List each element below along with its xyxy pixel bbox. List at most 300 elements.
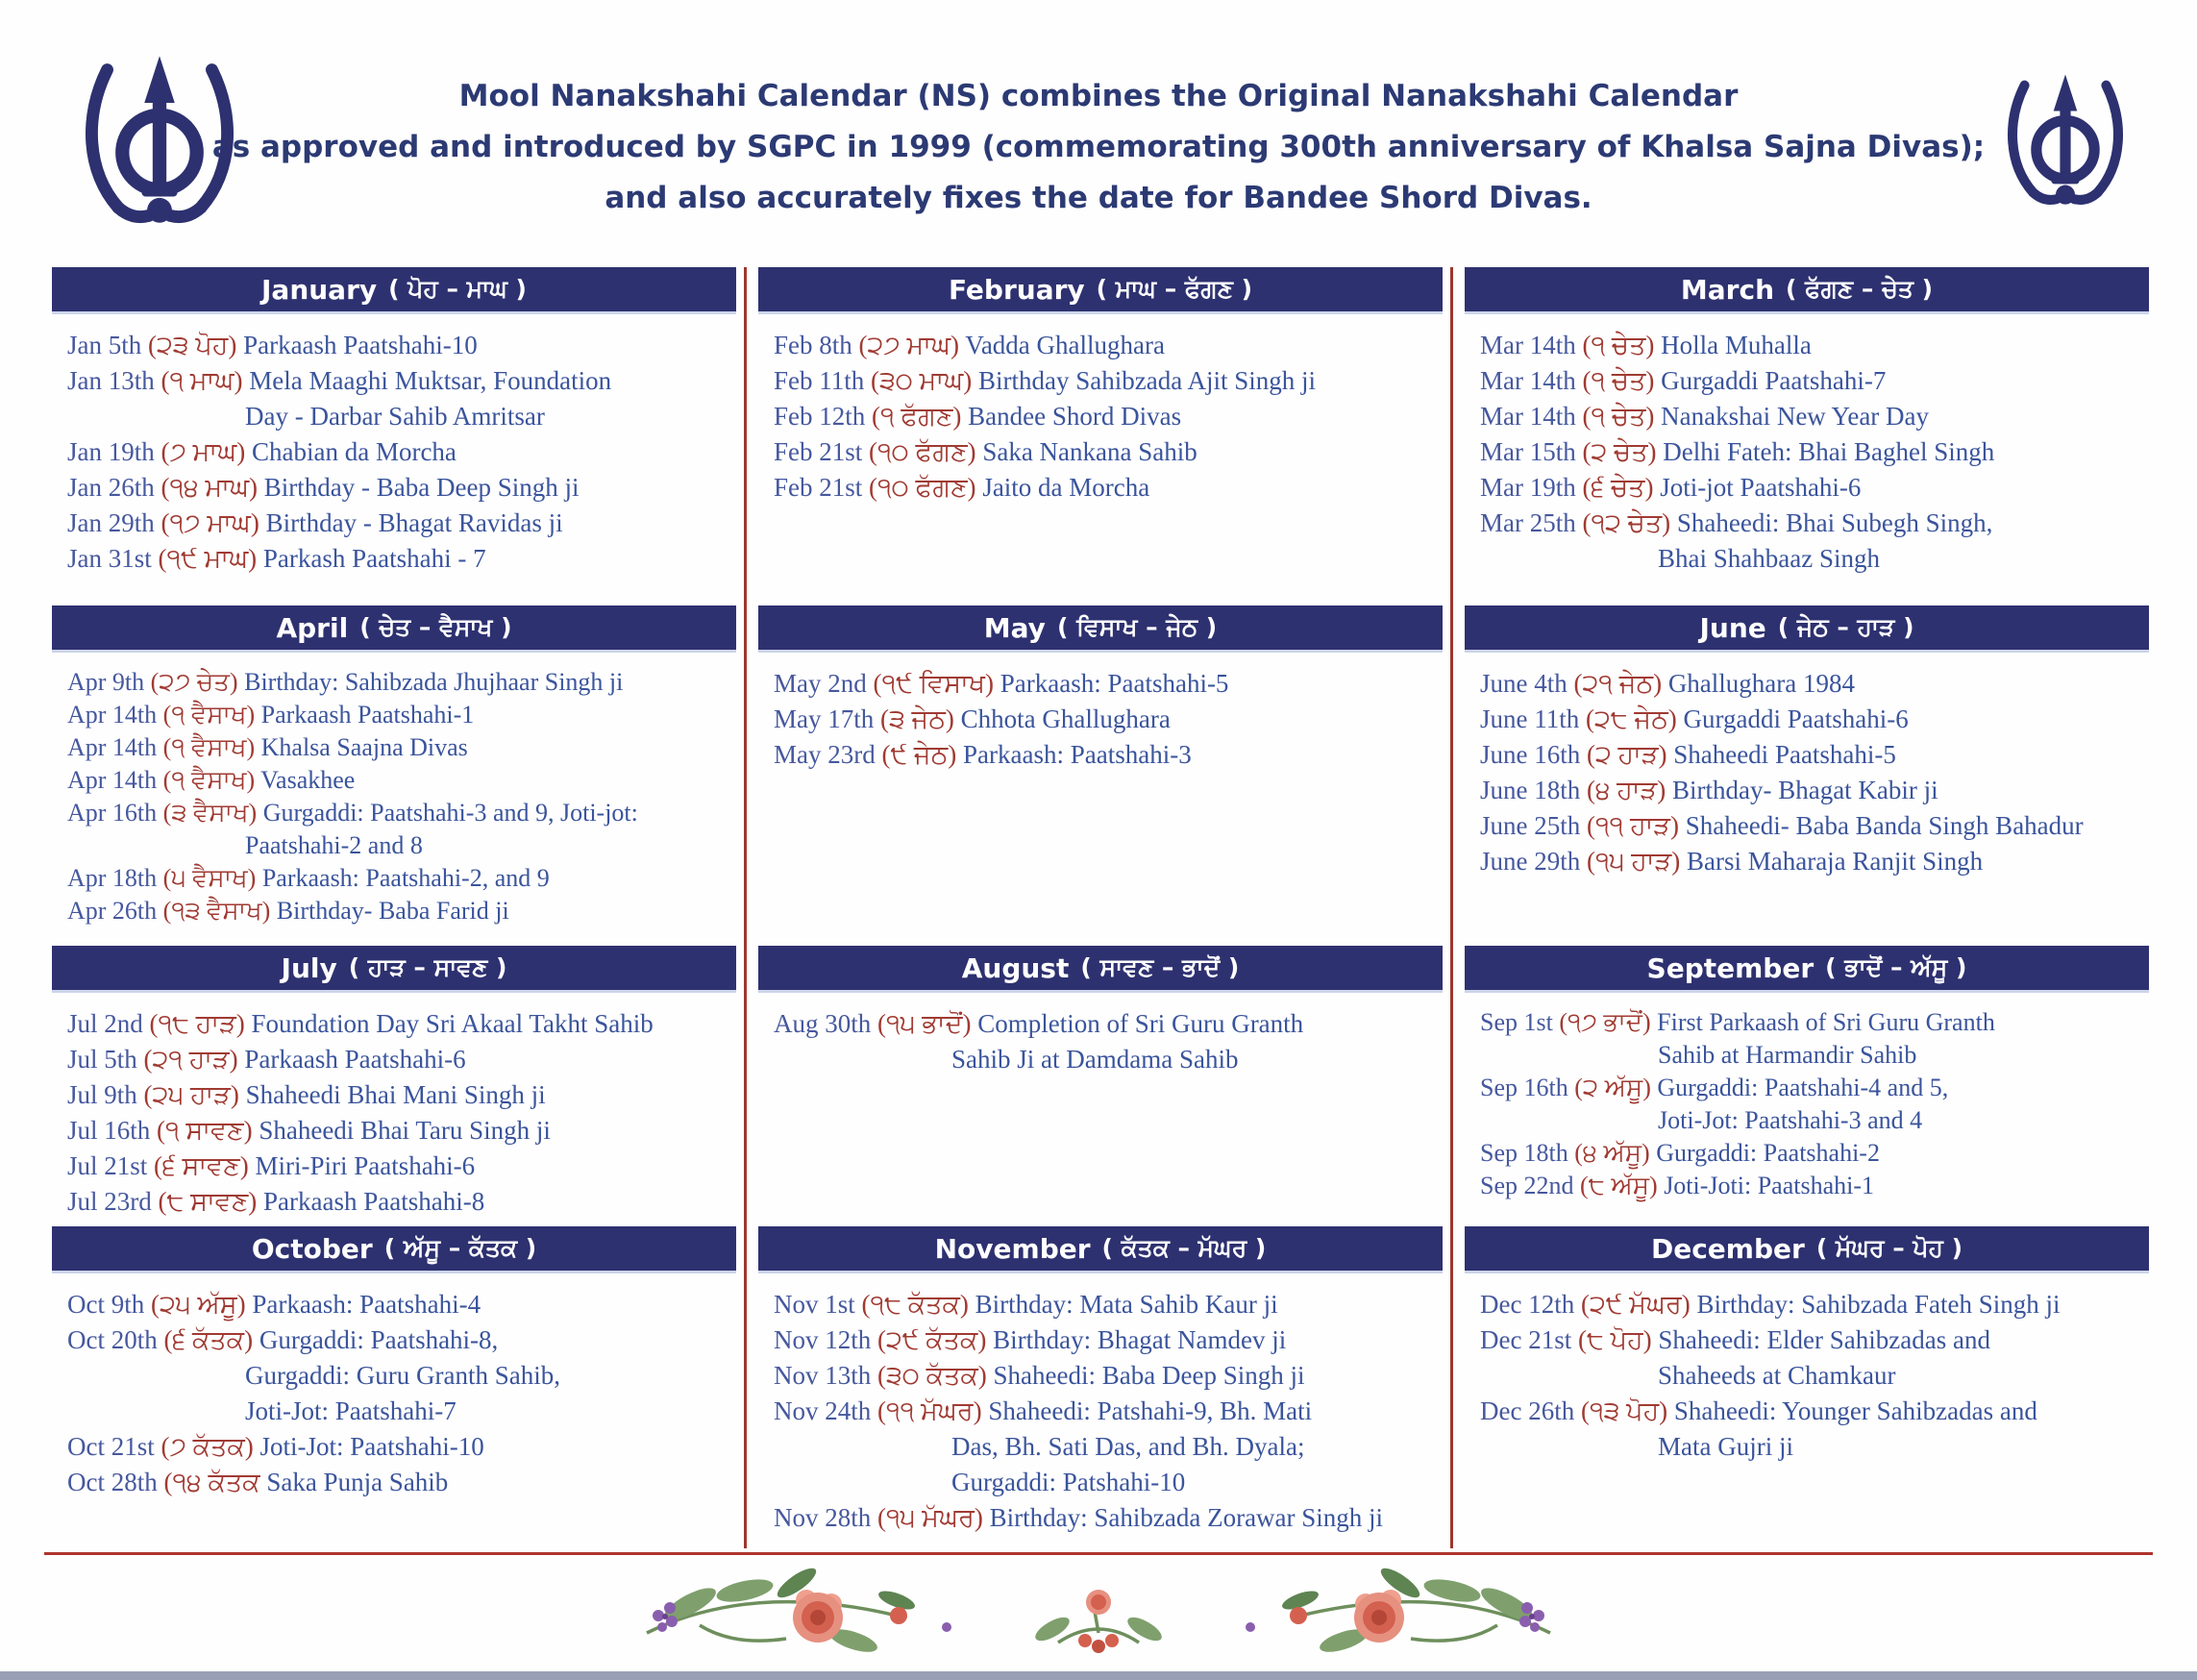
- event-continuation: Bhai Shahbaaz Singh: [1658, 544, 1880, 573]
- event-nanakshahi-date: (੬ ਕੱਤਕ): [163, 1325, 254, 1354]
- event-date: Jul 23rd: [67, 1187, 152, 1216]
- month-section: [40, 1226, 744, 1548]
- month-header: [52, 1226, 736, 1273]
- event-entry: [774, 737, 1441, 773]
- event-date: Sep 18th: [1480, 1139, 1568, 1167]
- month-name: August: [961, 951, 1070, 984]
- event-nanakshahi-date: (੩ ਜੇਠ): [880, 704, 954, 733]
- event-text: Joti-Joti: Paatshahi-1: [1664, 1172, 1875, 1199]
- event-entry: [1480, 470, 2147, 506]
- month-events: [1465, 314, 2149, 577]
- event-nanakshahi-date: (੧੦ ਫੱਗਣ): [869, 473, 976, 502]
- event-entry: [1480, 1394, 2147, 1429]
- event-date: June 16th: [1480, 740, 1581, 769]
- event-nanakshahi-date: (੧ ਫੱਗਣ): [872, 402, 962, 431]
- event-text: Parkaash: Paatshahi-2, and 9: [261, 864, 550, 892]
- event-text: Parkaash Paatshahi-8: [263, 1187, 485, 1216]
- event-nanakshahi-date: (੧੮ ਕੱਤਕ): [861, 1290, 969, 1319]
- event-nanakshahi-date: (੨ ਹਾੜ): [1587, 740, 1667, 769]
- event-date: Apr 14th: [67, 701, 158, 729]
- event-text: Jaito da Morcha: [982, 473, 1150, 502]
- event-date: Oct 9th: [67, 1290, 145, 1319]
- month-header: [1465, 1226, 2149, 1273]
- calendar-grid: [40, 267, 2157, 1548]
- floral-garland: [0, 1555, 2197, 1668]
- event-entry: [67, 1077, 734, 1113]
- event-entry: [1480, 666, 2147, 702]
- event-nanakshahi-date: (੧ ਚੇਤ): [1582, 366, 1655, 395]
- event-text: Chhota Ghallughara: [960, 704, 1171, 733]
- event-date: Jan 19th: [67, 437, 155, 466]
- month-header: [758, 1226, 1443, 1273]
- event-nanakshahi-date: (੧ ਵੈਸਾਖ): [162, 766, 256, 794]
- event-text: Birthday - Baba Deep Singh ji: [263, 473, 580, 502]
- event-date: June 11th: [1480, 704, 1580, 733]
- event-entry: [774, 470, 1441, 506]
- event-text: Foundation Day Sri Akaal Takht Sahib: [251, 1009, 654, 1038]
- event-entry: [774, 363, 1441, 399]
- event-date: Feb 11th: [774, 366, 865, 395]
- event-text: Parkaash Paatshahi-1: [260, 701, 475, 729]
- event-nanakshahi-date: (੨੩ ਪੋਹ): [148, 331, 237, 359]
- event-text: Shaheedi- Baba Banda Singh Bahadur: [1685, 811, 2084, 840]
- month-header: [1465, 267, 2149, 314]
- month-punjabi-range: ( ਚੇਤ – ਵੈਸਾਖ ): [359, 613, 512, 641]
- event-date: Jan 31st: [67, 544, 152, 573]
- calendar-row: [40, 267, 2157, 605]
- event-date: Jul 16th: [67, 1116, 151, 1145]
- month-events: [758, 653, 1443, 773]
- month-name: November: [934, 1232, 1091, 1265]
- event-date: Dec 12th: [1480, 1290, 1575, 1319]
- month-events: [52, 1273, 736, 1500]
- event-date: Apr 26th: [67, 897, 158, 925]
- event-text: Shaheedi: Younger Sahibzadas and: [1673, 1396, 2037, 1425]
- event-text: Shaheedi Paatshahi-5: [1673, 740, 1896, 769]
- event-entry: [1480, 1137, 2147, 1170]
- event-date: Nov 24th: [774, 1396, 872, 1425]
- event-text: Gurgaddi: Paatshahi-8,: [259, 1325, 499, 1354]
- event-text: Mela Maaghi Muktsar, Foundation: [249, 366, 612, 395]
- poster-header: [0, 0, 2197, 267]
- event-entry: [774, 399, 1441, 434]
- event-entry: [67, 1184, 734, 1220]
- month-name: June: [1699, 611, 1766, 644]
- event-date: Jul 21st: [67, 1151, 148, 1180]
- event-text: Parkaash: Paatshahi-5: [1000, 669, 1229, 698]
- event-text: Joti-Jot: Paatshahi-10: [259, 1432, 484, 1461]
- event-date: Apr 14th: [67, 766, 158, 794]
- event-nanakshahi-date: (੧ ਵੈਸਾਖ): [162, 733, 256, 761]
- event-date: Feb 8th: [774, 331, 852, 359]
- khanda-icon: [77, 52, 242, 241]
- event-entry: [774, 1287, 1441, 1322]
- month-punjabi-range: ( ਪੋਹ – ਮਾਘ ): [388, 275, 527, 303]
- month-section: [40, 267, 744, 605]
- event-text: Birthday Sahibzada Ajit Singh ji: [978, 366, 1316, 395]
- event-date: May 2nd: [774, 669, 867, 698]
- event-entry: [67, 1429, 734, 1465]
- month-header: [52, 946, 736, 993]
- month-name: April: [276, 611, 349, 644]
- calendar-row: [40, 605, 2157, 946]
- event-continuation: Sahib Ji at Damdama Sahib: [951, 1045, 1239, 1074]
- event-nanakshahi-date: (੧ ਸਾਵਣ): [157, 1116, 253, 1145]
- event-continuation: Das, Bh. Sati Das, and Bh. Dyala;: [951, 1432, 1305, 1461]
- event-date: Nov 1st: [774, 1290, 855, 1319]
- event-text: Shaheedi: Bhai Subegh Singh,: [1676, 508, 1993, 537]
- event-entry: [67, 1042, 734, 1077]
- event-text: Birthday: Bhagat Namdev ji: [993, 1325, 1287, 1354]
- event-entry: [774, 1322, 1441, 1358]
- calendar-row: [40, 1226, 2157, 1548]
- event-entry: [1480, 773, 2147, 808]
- event-text: Miri-Piri Paatshahi-6: [255, 1151, 476, 1180]
- event-nanakshahi-date: (੪ ਹਾੜ): [1587, 776, 1666, 804]
- event-date: Mar 14th: [1480, 331, 1576, 359]
- event-continuation: Gurgaddi: Guru Granth Sahib,: [245, 1361, 560, 1390]
- event-date: Feb 21st: [774, 437, 863, 466]
- event-text: Shaheedi Bhai Taru Singh ji: [259, 1116, 551, 1145]
- event-text: Parkash Paatshahi - 7: [262, 544, 486, 573]
- event-nanakshahi-date: (੭ ਮਾਘ): [160, 437, 246, 466]
- event-date: Feb 12th: [774, 402, 866, 431]
- event-text: Nanakshai New Year Day: [1661, 402, 1930, 431]
- month-section: [1450, 605, 2157, 946]
- event-date: Apr 18th: [67, 864, 158, 892]
- event-text: Gurgaddi Paatshahi-7: [1661, 366, 1887, 395]
- event-text: Chabian da Morcha: [251, 437, 457, 466]
- event-nanakshahi-date: (੨੮ ਜੇਠ): [1586, 704, 1677, 733]
- event-nanakshahi-date: (੧੭ ਮਾਘ): [160, 508, 259, 537]
- event-text: Bandee Shord Divas: [968, 402, 1182, 431]
- event-entry: [67, 1006, 734, 1042]
- month-events: [52, 314, 736, 577]
- event-date: Sep 22nd: [1480, 1172, 1574, 1199]
- month-events: [52, 993, 736, 1220]
- month-section: [744, 605, 1450, 946]
- event-text: Khalsa Saajna Divas: [260, 733, 468, 761]
- event-nanakshahi-date: (੮ ਸਾਵਣ): [158, 1187, 258, 1216]
- event-entry: [67, 764, 734, 797]
- month-section: [744, 1226, 1450, 1548]
- event-nanakshahi-date: (੧੩ ਵੈਸਾਖ): [162, 897, 271, 925]
- month-header: [758, 605, 1443, 653]
- event-continuation: Joti-Jot: Paatshahi-7: [245, 1396, 457, 1425]
- event-text: Birthday - Bhagat Ravidas ji: [265, 508, 563, 537]
- event-date: Jul 9th: [67, 1080, 137, 1109]
- month-punjabi-range: ( ਅੱਸੂ – ਕੱਤਕ ): [383, 1234, 537, 1262]
- event-nanakshahi-date: (੧੫ ਹਾੜ): [1587, 847, 1681, 876]
- event-text: Parkaash: Paatshahi-3: [963, 740, 1192, 769]
- event-date: Nov 13th: [774, 1361, 872, 1390]
- event-nanakshahi-date: (੧੯ ਵਿਸਾਖ): [873, 669, 994, 698]
- event-entry: [1480, 328, 2147, 363]
- event-date: May 17th: [774, 704, 875, 733]
- event-date: June 4th: [1480, 669, 1568, 698]
- event-date: Dec 21st: [1480, 1325, 1572, 1354]
- event-text: Birthday: Mata Sahib Kaur ji: [975, 1290, 1278, 1319]
- month-punjabi-range: ( ਭਾਦੋਂ – ਅੱਸੂ ): [1825, 953, 1967, 981]
- event-nanakshahi-date: (੩ ਵੈਸਾਖ): [162, 799, 258, 827]
- event-text: Birthday- Baba Farid ji: [276, 897, 509, 925]
- event-nanakshahi-date: (੨੫ ਹਾੜ): [143, 1080, 239, 1109]
- event-text: Shaheedi Bhai Mani Singh ji: [245, 1080, 546, 1109]
- event-text: Shaheedi: Elder Sahibzadas and: [1658, 1325, 1990, 1354]
- event-nanakshahi-date: (੧੮ ਹਾੜ): [149, 1009, 245, 1038]
- event-entry: [67, 470, 734, 506]
- month-events: [1465, 1273, 2149, 1465]
- event-continuation: Mata Gujri ji: [1658, 1432, 1793, 1461]
- bottom-strip: [0, 1671, 2197, 1680]
- month-name: July: [281, 951, 337, 984]
- event-text: Joti-jot Paatshahi-6: [1660, 473, 1862, 502]
- event-nanakshahi-date: (੫ ਵੈਸਾਖ): [162, 864, 257, 892]
- event-text: First Parkaash of Sri Guru Granth: [1657, 1008, 1995, 1036]
- event-nanakshahi-date: (੨ ਚੇਤ): [1582, 437, 1657, 466]
- month-name: January: [261, 273, 378, 306]
- month-section: [1450, 946, 2157, 1226]
- event-nanakshahi-date: (੧੩ ਪੋਹ): [1580, 1396, 1668, 1425]
- event-entry: [1480, 1322, 2147, 1358]
- event-text: Vadda Ghallughara: [965, 331, 1165, 359]
- event-nanakshahi-date: (੧੭ ਭਾਦੋਂ): [1559, 1008, 1651, 1036]
- event-nanakshahi-date: (੨੭ ਚੇਤ): [150, 668, 238, 696]
- month-header: [52, 267, 736, 314]
- event-entry: [1480, 1006, 2147, 1039]
- event-text: Holla Muhalla: [1661, 331, 1812, 359]
- month-events: [758, 993, 1443, 1077]
- event-continuation: Sahib at Harmandir Sahib: [1658, 1041, 1917, 1069]
- month-events: [758, 1273, 1443, 1536]
- event-nanakshahi-date: (੧ ਵੈਸਾਖ): [162, 701, 256, 729]
- event-date: Feb 21st: [774, 473, 863, 502]
- month-punjabi-range: ( ਕੱਤਕ – ਮੱਘਰ ): [1101, 1234, 1267, 1262]
- khanda-icon: [2001, 71, 2130, 220]
- event-continuation: Shaheeds at Chamkaur: [1658, 1361, 1896, 1390]
- event-nanakshahi-date: (੨੫ ਅੱਸੂ): [151, 1290, 246, 1319]
- event-nanakshahi-date: (੯ ਜੇਠ): [881, 740, 957, 769]
- event-entry: [67, 1149, 734, 1184]
- event-nanakshahi-date: (੩੦ ਮਾਘ): [871, 366, 973, 395]
- event-date: Apr 9th: [67, 668, 145, 696]
- event-entry: [774, 328, 1441, 363]
- month-name: May: [983, 611, 1046, 644]
- month-punjabi-range: ( ਹਾੜ – ਸਾਵਣ ): [348, 953, 507, 981]
- event-text: Birthday: Sahibzada Jhujhaar Singh ji: [244, 668, 624, 696]
- title-line-2: as approved and introduced by SGPC in 1999 (commemorating 300th anniversary of Khalsa Sajna Divas);: [211, 130, 1986, 164]
- event-entry: [67, 797, 734, 829]
- event-entry: [774, 702, 1441, 737]
- month-punjabi-range: ( ਜੇਠ – ਹਾੜ ): [1777, 613, 1914, 641]
- event-nanakshahi-date: (੧੪ ਕੱਤਕ: [163, 1468, 260, 1496]
- month-header: [758, 267, 1443, 314]
- event-date: Nov 28th: [774, 1503, 872, 1532]
- event-entry: [67, 1113, 734, 1149]
- month-header: [758, 946, 1443, 993]
- event-entry: [67, 895, 734, 927]
- event-date: Oct 20th: [67, 1325, 158, 1354]
- event-date: Nov 12th: [774, 1325, 872, 1354]
- event-text: Shaheedi: Baba Deep Singh ji: [993, 1361, 1305, 1390]
- event-text: Shaheedi: Patshahi-9, Bh. Mati: [988, 1396, 1313, 1425]
- event-entry: [774, 1006, 1441, 1042]
- event-nanakshahi-date: (੧ ਚੇਤ): [1582, 331, 1655, 359]
- month-section: [1450, 1226, 2157, 1548]
- event-date: Oct 21st: [67, 1432, 155, 1461]
- event-text: Saka Punja Sahib: [266, 1468, 449, 1496]
- event-nanakshahi-date: (੧੧ ਮੱਘਰ): [877, 1396, 982, 1425]
- month-punjabi-range: ( ਮਾਘ – ਫੱਗਣ ): [1096, 275, 1253, 303]
- event-continuation: Gurgaddi: Patshahi-10: [951, 1468, 1186, 1496]
- month-events: [758, 314, 1443, 506]
- event-continuation: Day - Darbar Sahib Amritsar: [245, 402, 545, 431]
- event-date: May 23rd: [774, 740, 876, 769]
- event-entry: [1480, 1287, 2147, 1322]
- month-events: [1465, 653, 2149, 879]
- event-nanakshahi-date: (੧ ਮਾਘ): [160, 366, 243, 395]
- month-name: March: [1680, 273, 1775, 306]
- event-text: Birthday: Sahibzada Zorawar Singh ji: [989, 1503, 1384, 1532]
- event-entry: [1480, 1072, 2147, 1104]
- month-name: October: [251, 1232, 373, 1265]
- title-line-3: and also accurately fixes the date for Bandee Shord Divas.: [605, 181, 1592, 215]
- month-name: September: [1646, 951, 1814, 984]
- month-punjabi-range: ( ਫੱਗਣ – ਚੇਤ ): [1786, 275, 1934, 303]
- event-entry: [67, 666, 734, 699]
- event-continuation: Joti-Jot: Paatshahi-3 and 4: [1658, 1106, 1923, 1134]
- event-text: Barsi Maharaja Ranjit Singh: [1686, 847, 1984, 876]
- event-date: June 25th: [1480, 811, 1581, 840]
- event-entry: [67, 699, 734, 731]
- month-section: [40, 605, 744, 946]
- event-nanakshahi-date: (੮ ਅੱਸੂ): [1580, 1172, 1658, 1199]
- poster-title: [0, 0, 2197, 224]
- event-nanakshahi-date: (੩੦ ਕੱਤਕ): [877, 1361, 987, 1390]
- event-text: Delhi Fateh: Bhai Baghel Singh: [1663, 437, 1995, 466]
- calendar-row: [40, 946, 2157, 1226]
- event-nanakshahi-date: (੧੯ ਮਾਘ): [158, 544, 258, 573]
- event-date: Sep 1st: [1480, 1008, 1553, 1036]
- event-entry: [1480, 399, 2147, 434]
- event-entry: [1480, 434, 2147, 470]
- event-entry: [67, 1322, 734, 1358]
- event-nanakshahi-date: (੮ ਪੋਹ): [1577, 1325, 1652, 1354]
- event-nanakshahi-date: (੨੯ ਕੱਤਕ): [877, 1325, 987, 1354]
- event-nanakshahi-date: (੭ ਕੱਤਕ): [160, 1432, 254, 1461]
- event-date: Mar 19th: [1480, 473, 1576, 502]
- month-header: [52, 605, 736, 653]
- event-date: Jan 29th: [67, 508, 155, 537]
- event-entry: [67, 1465, 734, 1500]
- event-entry: [67, 862, 734, 895]
- month-punjabi-range: ( ਵਿਸਾਖ – ਜੇਠ ): [1056, 613, 1218, 641]
- event-date: Mar 15th: [1480, 437, 1576, 466]
- event-text: Gurgaddi: Paatshahi-4 and 5,: [1657, 1074, 1949, 1101]
- event-date: Aug 30th: [774, 1009, 872, 1038]
- event-date: Apr 14th: [67, 733, 158, 761]
- month-punjabi-range: ( ਸਾਵਣ – ਭਾਦੋਂ ): [1080, 953, 1240, 981]
- event-entry: [1480, 506, 2147, 541]
- event-entry: [1480, 737, 2147, 773]
- event-nanakshahi-date: (੨੧ ਜੇਠ): [1573, 669, 1663, 698]
- event-date: Apr 16th: [67, 799, 158, 827]
- event-nanakshahi-date: (੪ ਅੱਸੂ): [1574, 1139, 1650, 1167]
- event-date: Sep 16th: [1480, 1074, 1568, 1101]
- event-entry: [774, 1500, 1441, 1536]
- event-nanakshahi-date: (੧੧ ਹਾੜ): [1587, 811, 1679, 840]
- event-nanakshahi-date: (੨੧ ਹਾੜ): [143, 1045, 238, 1074]
- month-events: [1465, 993, 2149, 1202]
- event-text: Parkaash Paatshahi-10: [243, 331, 478, 359]
- event-nanakshahi-date: (੧੦ ਫੱਗਣ): [869, 437, 976, 466]
- event-nanakshahi-date: (੧ ਚੇਤ): [1582, 402, 1655, 431]
- event-entry: [1480, 844, 2147, 879]
- event-entry: [67, 328, 734, 363]
- event-text: Parkaash: Paatshahi-4: [252, 1290, 481, 1319]
- event-nanakshahi-date: (੨੭ ਮਾਘ): [858, 331, 960, 359]
- event-date: Mar 25th: [1480, 508, 1576, 537]
- event-text: Saka Nankana Sahib: [982, 437, 1197, 466]
- event-entry: [1480, 808, 2147, 844]
- event-date: Jan 13th: [67, 366, 155, 395]
- event-entry: [1480, 363, 2147, 399]
- title-line-1: Mool Nanakshahi Calendar (NS) combines the Original Nanakshahi Calendar: [458, 79, 1739, 113]
- event-entry: [67, 506, 734, 541]
- event-date: Mar 14th: [1480, 402, 1576, 431]
- event-nanakshahi-date: (੨੯ ਮੱਘਰ): [1580, 1290, 1691, 1319]
- event-date: Jul 5th: [67, 1045, 137, 1074]
- month-section: [1450, 267, 2157, 605]
- event-text: Parkaash Paatshahi-6: [244, 1045, 466, 1074]
- month-punjabi-range: ( ਮੱਘਰ – ਪੋਹ ): [1815, 1234, 1963, 1262]
- event-entry: [774, 666, 1441, 702]
- event-nanakshahi-date: (੬ ਚੇਤ): [1582, 473, 1654, 502]
- event-nanakshahi-date: (੧੨ ਚੇਤ): [1582, 508, 1671, 537]
- event-nanakshahi-date: (੧੫ ਮੱਘਰ): [877, 1503, 983, 1532]
- event-text: Birthday- Bhagat Kabir ji: [1671, 776, 1938, 804]
- event-entry: [774, 434, 1441, 470]
- event-date: Jul 2nd: [67, 1009, 143, 1038]
- event-date: June 18th: [1480, 776, 1581, 804]
- event-date: Oct 28th: [67, 1468, 158, 1496]
- event-date: Dec 26th: [1480, 1396, 1575, 1425]
- event-entry: [774, 1358, 1441, 1394]
- month-header: [1465, 946, 2149, 993]
- event-text: Completion of Sri Guru Granth: [977, 1009, 1304, 1038]
- event-text: Birthday: Sahibzada Fateh Singh ji: [1696, 1290, 2061, 1319]
- event-text: Vasakhee: [260, 766, 356, 794]
- month-section: [744, 267, 1450, 605]
- month-name: December: [1650, 1232, 1805, 1265]
- event-entry: [67, 363, 734, 399]
- event-date: Jan 26th: [67, 473, 155, 502]
- event-entry: [1480, 702, 2147, 737]
- event-nanakshahi-date: (੨ ਅੱਸੂ): [1574, 1074, 1651, 1101]
- event-entry: [67, 731, 734, 764]
- event-continuation: Paatshahi-2 and 8: [245, 831, 423, 859]
- event-nanakshahi-date: (੬ ਸਾਵਣ): [154, 1151, 249, 1180]
- event-text: Gurgaddi: Paatshahi-2: [1656, 1139, 1880, 1167]
- month-header: [1465, 605, 2149, 653]
- event-text: Ghallughara 1984: [1667, 669, 1856, 698]
- month-events: [52, 653, 736, 927]
- event-nanakshahi-date: (੧੫ ਭਾਦੋਂ): [877, 1009, 972, 1038]
- event-text: Gurgaddi Paatshahi-6: [1683, 704, 1909, 733]
- event-date: Jan 5th: [67, 331, 142, 359]
- floral-garland-icon: [608, 1556, 1589, 1668]
- event-nanakshahi-date: (੧੪ ਮਾਘ): [160, 473, 259, 502]
